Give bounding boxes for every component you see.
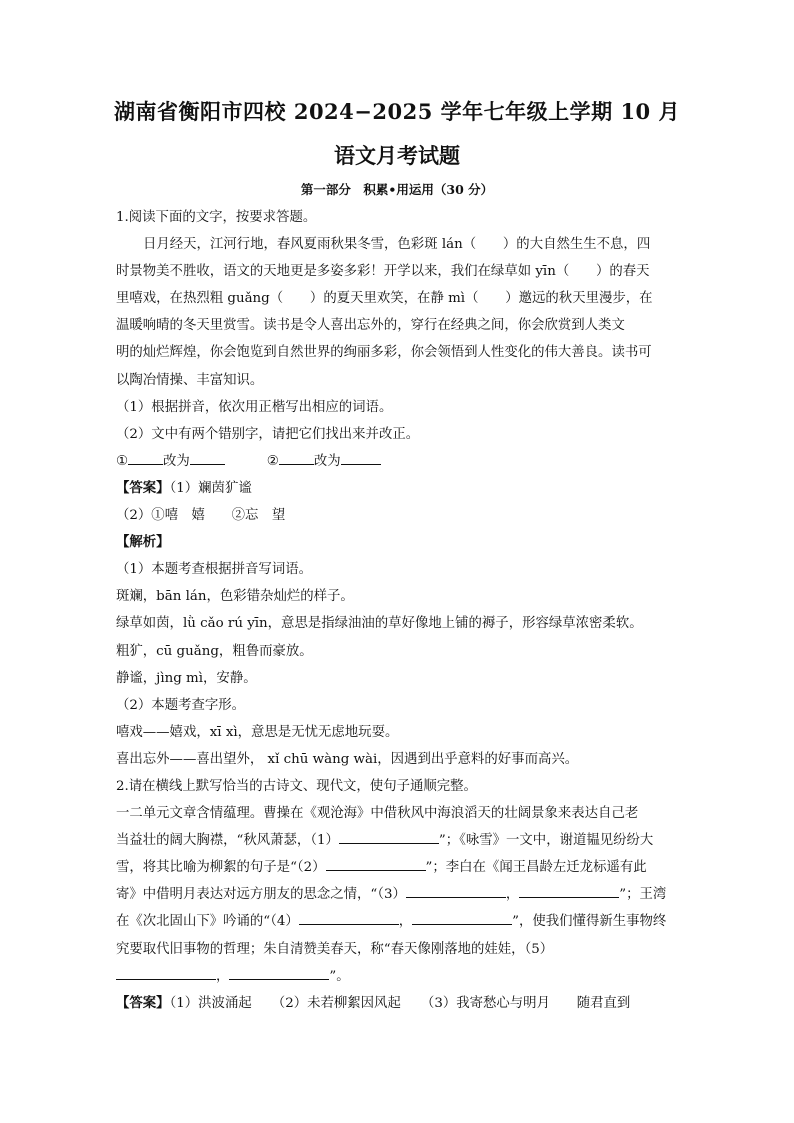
q2-text: 雪，将其比喻为柳絮的句子是“（2） (116, 860, 326, 876)
analysis-line: 粗犷，cū guǎng，粗鲁而豪放。 (116, 643, 313, 659)
change-label: 改为 (163, 453, 190, 469)
section-heading: 第一部分 积累•用运用（30 分） (300, 182, 494, 197)
q2-text: 当益壮的阔大胸襟，“秋风萧瑟，（1） (116, 833, 339, 849)
analysis-line: 嘻戏——嬉戏，xī xì，意思是无忧无虑地玩耍。 (116, 724, 399, 740)
q1-passage-line: 时景物美不胜收，语文的天地更是多姿多彩！开学以来，我们在绿草如 yīn（ ）的春天 (116, 264, 650, 280)
q1-sub-question-2: （2）文中有两个错别字，请把它们找出来并改正。 (116, 426, 420, 442)
q2-text: ， (398, 914, 413, 930)
answer-blank[interactable] (339, 828, 439, 844)
q2-text: 寄》中借明月表达对远方朋友的思念之情，“（3） (116, 887, 406, 903)
change-label: 改为 (313, 453, 341, 469)
q1-passage-line: 日月经天，江河行地，春风夏雨秋果冬雪，色彩斑 lán（ ）的大自然生生不息，四 (143, 237, 651, 253)
q2-text: ”，使我们懂得新生事物终 (512, 914, 667, 930)
q1-prompt: 1.阅读下面的文字，按要求答题。 (116, 210, 317, 225)
analysis-line: 静谧，jìng mì，安静。 (116, 670, 257, 686)
q2-text: ”。 (329, 968, 350, 984)
exam-title-line1: 湖南省衡阳市四校 2024−2025 学年七年级上学期 10 月 (114, 99, 680, 124)
q2-text-line: 究要取代旧事物的哲理；朱自清赞美春天，称“春天像刚落地的娃娃，（5） (116, 941, 554, 957)
q1-passage-line: 温暖响晴的冬天里赏雪。读书是令人喜出忘外的，穿行在经典之间，你会欣赏到人类文 (116, 318, 625, 334)
answer-blank[interactable] (412, 909, 512, 925)
q2-text: ， (505, 887, 520, 903)
answer-blank[interactable] (279, 449, 314, 465)
answer-blank[interactable] (299, 909, 399, 925)
answer-label: 【答案】 (116, 994, 170, 1011)
q2-answer (116, 990, 681, 1017)
q2-text-line (116, 854, 681, 881)
q1-sub-question-1: （1）根据拼音，依次用正楷写出相应的词语。 (116, 399, 393, 415)
answer-blank[interactable] (116, 964, 216, 980)
q2-text: ”；《咏雪》一文中，谢道韫见纷纷大 (438, 833, 654, 849)
q2-text-line (116, 881, 681, 908)
answer-blank[interactable] (519, 882, 619, 898)
q1-blank-row (116, 448, 681, 475)
blank-marker: ② (266, 453, 279, 469)
q1-passage-line: 明的灿烂辉煌，你会饱览到自然世界的绚丽多彩，你会领悟到人性变化的伟大善良。读书可 (116, 345, 652, 361)
answer-blank[interactable] (326, 855, 426, 871)
analysis-label: 【解析】 (116, 534, 170, 551)
q2-text: ， (216, 968, 230, 984)
q2-text-line (116, 908, 681, 935)
blank-marker: ① (116, 453, 129, 469)
q1-answer-2: （2）①嘻 嬉 ②忘 望 (116, 508, 286, 524)
answer-text: （1）洪波涌起 （2）未若柳絮因风起 （3）我寄愁心与明月 随君直到 (169, 995, 631, 1011)
answer-blank[interactable] (229, 964, 329, 980)
answer-blank[interactable] (341, 449, 381, 465)
q2-text: ”；王湾 (619, 887, 667, 903)
q1-passage-line: 以陶冶情操、丰富知识。 (116, 372, 264, 388)
q2-text-line: 一二单元文章含情蕴理。曹操在《观沧海》中借秋风中海浪滔天的壮阔景象来表达自己老 (116, 806, 639, 822)
answer-blank[interactable] (406, 882, 506, 898)
q2-text: ”；李白在《闻王昌龄左迁龙标遥有此 (425, 860, 647, 876)
q2-text-line (116, 827, 681, 854)
answer-label: 【答案】 (116, 479, 170, 496)
q1-passage-line: 里嘻戏，在热烈粗 guǎng（ ）的夏天里欢笑，在静 mì（ ）邀远的秋天里漫步，在 (116, 291, 653, 307)
analysis-line: （1）本题考查根据拼音写词语。 (116, 562, 312, 578)
answer-text: （1）斓茵犷谧 (169, 480, 252, 496)
analysis-line: 绿草如茵，lǜ cǎo rú yīn，意思是指绿油油的草好像地上铺的褥子，形容绿草浓密柔软。 (116, 616, 643, 632)
q2-prompt: 2.请在横线上默写恰当的古诗文、现代文，使句子通顺完整。 (116, 778, 477, 794)
exam-body (116, 204, 681, 1017)
analysis-line: 斑斓，bān lán，色彩错杂灿烂的样子。 (116, 589, 354, 605)
q1-answer (116, 475, 681, 502)
answer-blank[interactable] (128, 449, 163, 465)
exam-title-line2: 语文月考试题 (334, 143, 460, 168)
answer-blank[interactable] (190, 449, 225, 465)
analysis-line: （2）本题考查字形。 (116, 697, 246, 713)
q2-text-line (116, 963, 681, 990)
q2-text: 在《次北固山下》吟诵的“（4） (116, 914, 299, 930)
analysis-line: 喜出忘外——喜出望外， xǐ chū wàng wài，因遇到出乎意料的好事而高兴。 (116, 751, 579, 767)
